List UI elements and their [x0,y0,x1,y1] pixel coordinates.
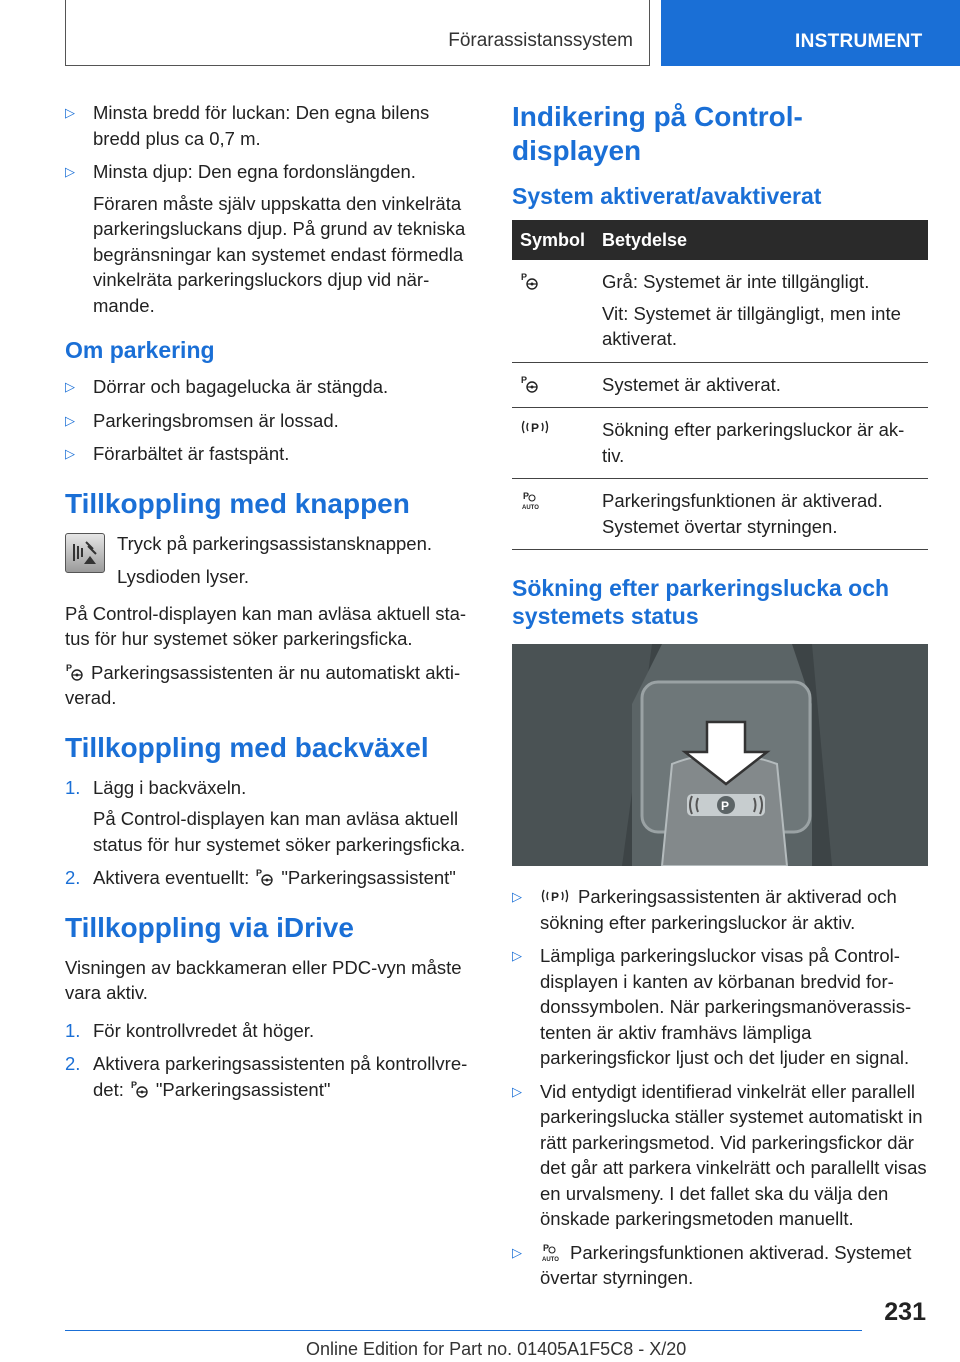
step-menu-label: "Parkeringsassistent" [281,867,456,888]
parking-search-icon [540,886,570,906]
step-number: 2. [65,1053,81,1074]
heading-om-parkering: Om parkering [65,337,215,363]
table-cell-text: Sökning efter parkeringsluckor är aktiv. [602,419,905,466]
list-item-text: Parkeringsassistenten är aktiverad och sökning efter parkeringsluckor är aktiv. [540,886,897,933]
paragraph-auto-activated [65,660,477,711]
list-item-note: Föraren måste själv uppskatta den vinkelräta parkeringsluckans djup. På grund av tekniska begränsningar kan systemet endast förmedla vinkelräta parkeringsluckors djup vid närmande. [93,192,466,316]
step-subtext: På Control-displayen kan man avläsa aktuell status för hur systemet söker parkeringsficka. [93,808,466,855]
paragraph-idrive: Visningen av backkameran eller PDC-vyn måste vara aktiv. [65,956,462,1003]
table-cell-meaning [594,260,928,362]
button-instruction [65,531,477,591]
paragraph-auto-text: Parkeringsassistenten är nu automatiskt aktiverad. [65,661,461,708]
header-tab-label: INSTRUMENT [795,31,923,52]
parking-assist-icon [65,662,85,682]
button-instruction-line2: Lysdioden lyser. [117,566,249,587]
table-row [512,260,928,362]
table-header-symbol: Symbol [512,220,594,260]
table-cell-meaning [594,408,928,479]
list-item [65,408,477,434]
table-row [512,408,928,479]
symbol-table [512,220,928,550]
table-cell-text: Grå: Systemet är inte tillgängligt. [602,271,870,292]
step-text: Lägg i backväxeln. [93,776,247,798]
parking-assist-icon [255,867,275,887]
table-row [512,479,928,550]
list-item-text: Lämpliga parkeringsluckor visas på Control-displayen i kanten av körbanan bredvid fordonssymbolen. När parkeringsmanöverassistenten är aktiv framhävs lämpliga parkeringsfickor ljust och det ljuder en signal. [540,945,912,1068]
list-item [65,159,477,318]
list-item-text: Vid entydigt identifierad vinkelrät eller parallell parkeringslucka ställer systemet automatiskt in rätt parkeringsmetod. Vid parkeringsfickor där det går att parkera vinkelrätt och parallellt visas en urvalsmeny. I det fallet ska du välja den önskade parkeringsmetoden manuellt. [540,1080,927,1229]
list-item [65,100,477,151]
header-section-title: Förarassistanssystem [448,30,633,51]
heading-knappen: Tillkoppling med knappen [65,487,410,519]
header-section-box [65,0,650,66]
list-item-text: Minsta djup: Den egna fordonslängden. [93,161,416,182]
parking-auto-icon [520,490,540,510]
step-number: 2. [65,867,81,888]
parking-display-illustration [512,644,928,866]
table-cell-meaning [594,479,928,550]
list-item [512,1240,928,1291]
table-cell-text: Vit: Systemet är tillgängligt, men inte aktiverat. [602,302,901,349]
step-number: 1. [65,1019,81,1041]
heading-sokning: Sökning efter parkeringslucka och systemets status [512,575,890,629]
list-item-text: Parkeringsbromsen är lossad. [93,409,339,431]
parking-assist-icon [130,1079,150,1099]
list-item [512,1079,928,1232]
table-header-meaning: Betydelse [594,220,928,260]
header-tab[interactable] [661,0,960,66]
list-item [65,441,477,467]
paragraph-control-display: På Control-displayen kan man avläsa aktuell status för hur systemet söker parkeringsficka. [65,602,467,649]
heading-system-status: System aktiverat/avaktiverat [512,183,822,209]
table-cell-meaning [594,362,928,408]
footer-divider [65,1330,862,1331]
heading-idrive: Tillkoppling via iDrive [65,911,354,943]
heading-backvaxel: Tillkoppling med backväxel [65,731,429,763]
table-cell-symbol [512,362,594,408]
button-instruction-line1: Tryck på parkeringsassistansknappen. [117,532,432,554]
parking-assist-active-icon [520,374,540,394]
list-item [65,1051,477,1102]
table-cell-text: Parkeringsfunktionen är aktiverad. Systemet övertar styrningen. [602,490,883,537]
page-number: 231 [884,1298,926,1326]
list-item-text: Dörrar och bagagelucka är stängda. [93,376,389,397]
list-item [65,374,477,400]
step-text: För kontrollvredet åt höger. [93,1019,315,1041]
table-cell-symbol [512,260,594,362]
list-item [512,943,928,1071]
step-text: Aktivera parkeringsassistenten på kontrollvredet: [93,1053,468,1100]
list-item [65,865,477,891]
svg-text:P: P [721,799,730,813]
parking-assist-icon [520,271,540,291]
step-number: 1. [65,776,81,798]
list-item-text: Parkeringsfunktionen aktiverad. Systemet övertar styrningen. [540,1241,912,1288]
list-item-text: Förarbältet är fastspänt. [93,443,290,464]
parking-auto-icon [540,1242,560,1262]
heading-indikering: Indikering på Control-displayen [512,101,803,166]
parking-search-icon [520,417,550,437]
right-column [512,100,928,1299]
table-header-row [512,220,928,260]
table-row [512,362,928,408]
left-column [65,100,477,1110]
step-menu-label: "Parkeringsassistent" [155,1078,331,1100]
table-cell-symbol [512,479,594,550]
list-item-text: Minsta bredd för luckan: Den egna bilens bredd plus ca 0,7 m. [93,102,430,149]
list-item [65,1018,477,1044]
parking-assist-button-icon [65,533,105,573]
list-item [512,884,928,935]
list-item [65,775,477,858]
table-cell-symbol [512,408,594,479]
table-cell-text: Systemet är aktiverat. [602,373,781,395]
step-text: Aktivera eventuellt: [93,867,250,888]
footer-edition: Online Edition for Part no. 01405A1F5C8 - X/20 [306,1339,687,1359]
